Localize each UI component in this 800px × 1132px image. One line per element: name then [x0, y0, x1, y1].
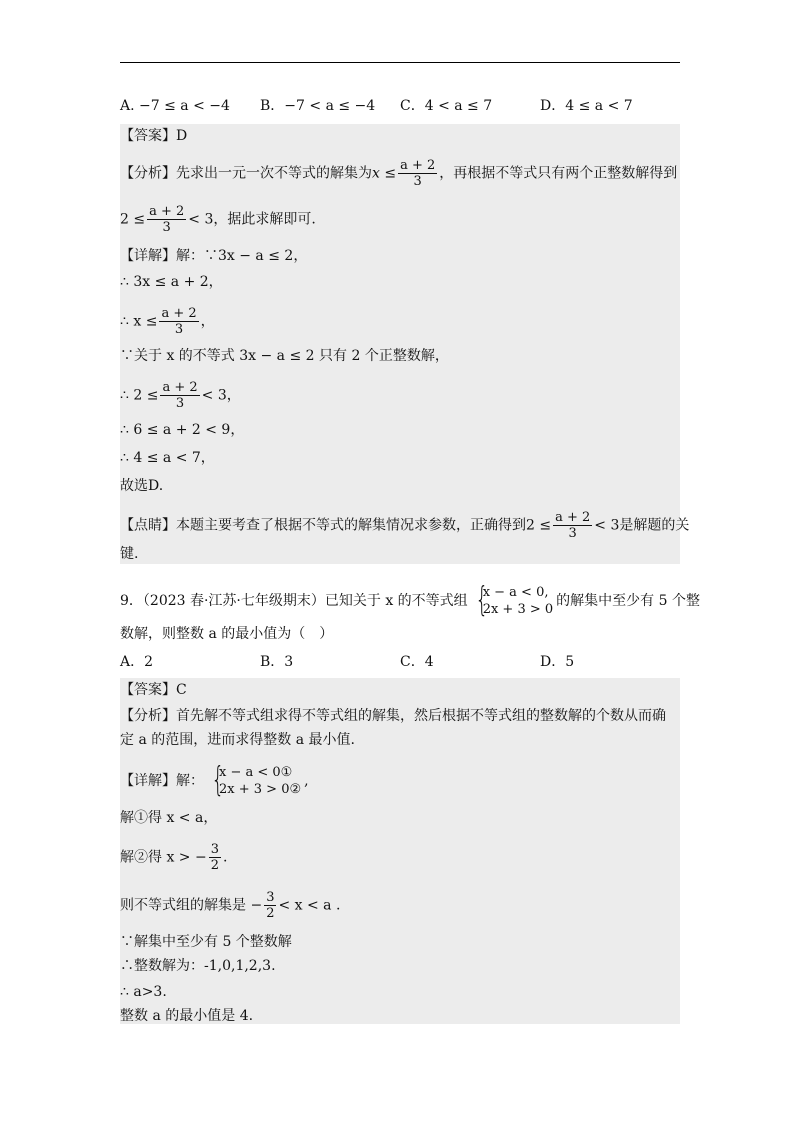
q8-fraction: $\frac{a + 2}{3}$: [162, 380, 198, 411]
q8-fraction: $\frac{a + 2}{3}$: [149, 204, 185, 235]
q8-detail-line3: ∴ x ≤ $\frac{a + 2}{3}$ ，: [120, 306, 215, 337]
q8-fraction: $\frac{a + 2}{3}$: [400, 158, 436, 189]
q9-detail-system: { x − a < 0① 2x + 3 > 0②: [211, 760, 302, 800]
q9-conclusion: 整数 a 的最小值是 4.: [120, 1008, 254, 1024]
q8-analysis-line1: 【分析】先求出一元一次不等式的解集为x ≤ $\frac{a + 2}{3}$ ，再根据不等式只有两个正整数解得到: [120, 158, 678, 189]
q8-fraction: $\frac{a + 2}{3}$: [555, 510, 591, 541]
q9-option-a: A．2: [120, 654, 154, 670]
q9-integers: ∴整数解为：-1,0,1,2,3.: [120, 958, 276, 974]
q9-system: { x − a < 0, 2x + 3 > 0: [475, 580, 554, 620]
q9-option-c: C．4: [400, 654, 434, 670]
q9-a-gt: ∴ a>3.: [120, 984, 167, 1000]
q9-stem-line1: 9．（2023 春·江苏·七年级期末）已知关于 x 的不等式组 { x − a < 0, 2x + 3 > 0 的解集中至少有 5 个整: [120, 580, 700, 620]
q9-solution-set: 则不等式组的解集是 − $\frac{3}{2}$ < x < a .: [120, 890, 341, 921]
q9-option-d: D．5: [540, 654, 575, 670]
q9-answer: 【答案】C: [120, 682, 187, 698]
q8-detail-line1: 【详解】解：∵3x − a ≤ 2，: [120, 248, 308, 264]
q8-detail-line8: 故选D.: [120, 478, 164, 494]
q9-integer-note: ∵解集中至少有 5 个整数解: [120, 934, 292, 950]
q9-solve2: 解②得 x > − $\frac{3}{2}$ .: [120, 842, 228, 873]
q9-analysis-line1: 【分析】首先解不等式组求得不等式组的解集，然后根据不等式组的整数解的个数从而确: [120, 708, 666, 724]
q8-option-c: C．4 < a ≤ 7: [400, 98, 493, 114]
q9-solve1: 解①得 x < a，: [120, 810, 218, 826]
q8-answer: 【答案】D: [120, 128, 188, 144]
q9-detail-line1: 【详解】解： { x − a < 0① 2x + 3 > 0② ,: [120, 760, 309, 800]
header-rule: [120, 62, 680, 63]
q8-detail-line2: ∴ 3x ≤ a + 2，: [120, 274, 223, 290]
q9-fraction: $\frac{3}{2}$: [266, 890, 275, 921]
q8-detail-line7: ∴ 4 ≤ a < 7，: [120, 450, 215, 466]
q9-analysis-line2: 定 a 的范围，进而求得整数 a 最小值.: [120, 732, 355, 748]
q8-comment-line2: 键.: [120, 546, 139, 562]
q8-comment-line1: 【点睛】本题主要考查了根据不等式的解集情况求参数，正确得到2 ≤ $\frac{a + 2}{3}$ < 3是解题的关: [120, 510, 690, 541]
q8-option-a: A. −7 ≤ a < −4: [120, 98, 230, 114]
q8-solution-box: [120, 124, 680, 564]
q8-option-d: D．4 ≤ a < 7: [540, 98, 633, 114]
q8-detail-line5: ∴ 2 ≤ $\frac{a + 2}{3}$ < 3，: [120, 380, 241, 411]
q9-option-b: B．3: [260, 654, 294, 670]
q8-option-b: B．−7 < a ≤ −4: [260, 98, 376, 114]
q8-detail-line4: ∵关于 x 的不等式 3x − a ≤ 2 只有 2 个正整数解，: [120, 348, 449, 364]
q9-fraction: $\frac{3}{2}$: [210, 842, 219, 873]
q9-stem-line2: 数解，则整数 a 的最小值为（ ）: [120, 626, 334, 642]
q8-analysis-line2: 2 ≤ $\frac{a + 2}{3}$ < 3，据此求解即可.: [120, 204, 316, 235]
q8-fraction: $\frac{a + 2}{3}$: [161, 306, 197, 337]
q8-detail-line6: ∴ 6 ≤ a + 2 < 9，: [120, 422, 245, 438]
